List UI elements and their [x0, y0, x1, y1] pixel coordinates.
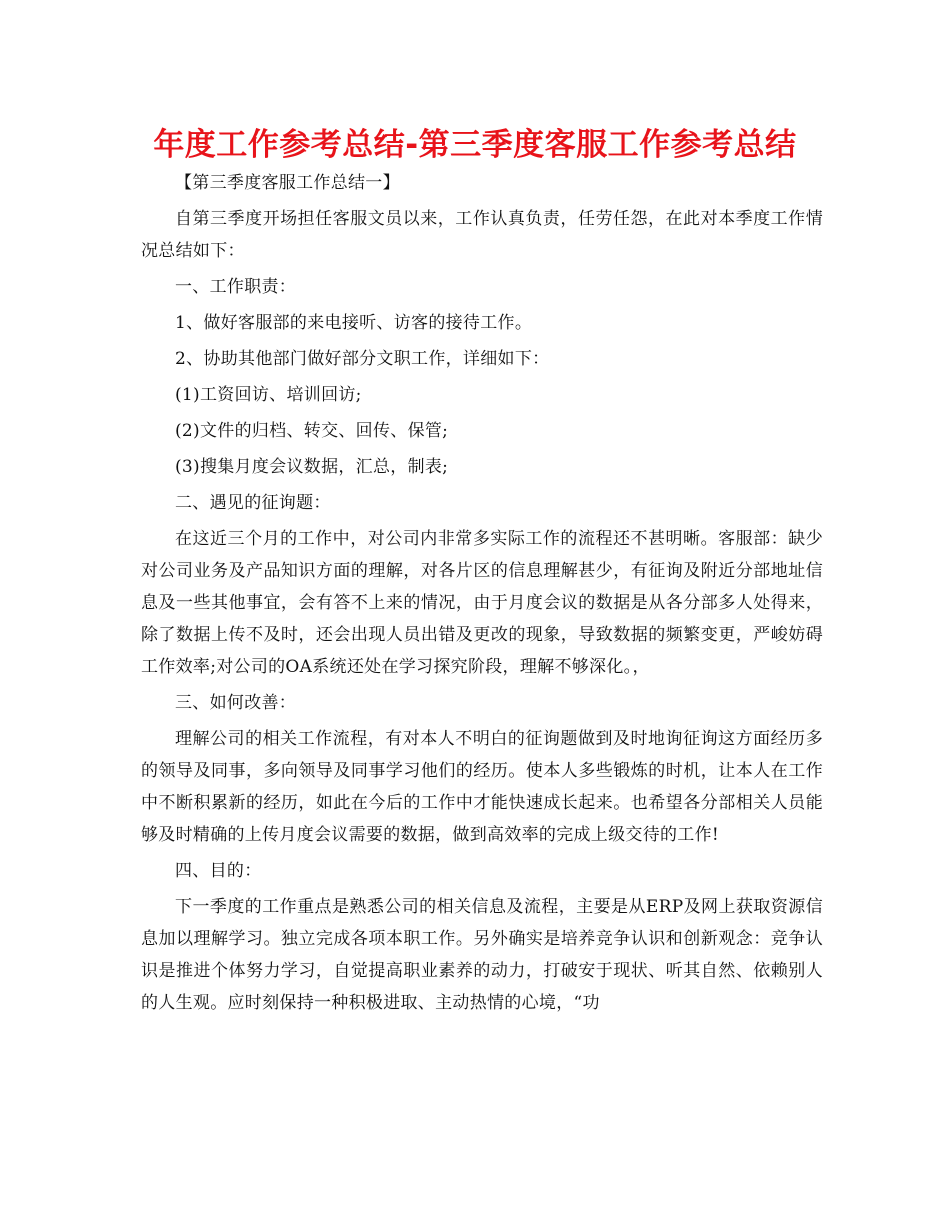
- paragraph: 三、如何改善：: [175, 693, 297, 713]
- paragraph: 2、协助其他部门做好部分文职工作，详细如下：: [175, 349, 550, 369]
- paragraph: (1)工资回访、培训回访;: [175, 385, 362, 405]
- document-title: 年度工作参考总结-第三季度客服工作参考总结: [153, 127, 797, 163]
- paragraph: 一、工作职责：: [175, 277, 297, 297]
- document-body: [141, 167, 823, 1019]
- paragraph: 四、目的：: [175, 861, 262, 881]
- paragraph: 下一季度的工作重点是熟悉公司的相关信息及流程，主要是从ERP及网上获取资源信息加以理解学习。独立完成各项本职工作。另外确实是培养竞争认识和创新观念：竞争认识是推进个体努力学习，自觉提高职业素养的动力，打破安于现状、听其自然、依赖别人的人生观。应时刻保持一种积极进取、主动热情的心境，“功: [141, 897, 823, 1013]
- paragraph: 1、做好客服部的来电接听、访客的接待工作。: [175, 313, 533, 333]
- paragraph: (2)文件的归档、转交、回传、保管;: [175, 421, 449, 441]
- paragraph: (3)搜集月度会议数据，汇总，制表;: [175, 457, 449, 477]
- paragraph: 二、遇见的征询题：: [175, 493, 331, 513]
- paragraph: 【第三季度客服工作总结一】: [175, 173, 400, 193]
- paragraph: 自第三季度开场担任客服文员以来，工作认真负责，任劳任怨，在此对本季度工作情况总结如下：: [141, 209, 823, 261]
- paragraph: 在这近三个月的工作中，对公司内非常多实际工作的流程还不甚明晰。客服部：缺少对公司业务及产品知识方面的理解，对各片区的信息理解甚少，有征询及附近分部地址信息及一些其他事宜，会有答不上来的情况，由于月度会议的数据是从各分部多人处得来，除了数据上传不及时，还会出现人员出错及更改的现象，导致数据的频繁变更，严峻妨碍工作效率;对公司的OA系统还处在学习探究阶段，理解不够深化。，: [141, 529, 823, 677]
- paragraph: 理解公司的相关工作流程，有对本人不明白的征询题做到及时地询征询这方面经历多的领导及同事，多向领导及同事学习他们的经历。使本人多些锻炼的时机，让本人在工作中不断积累新的经历，如此在今后的工作中才能快速成长起来。也希望各分部相关人员能够及时精确的上传月度会议需要的数据，做到高效率的完成上级交待的工作!: [141, 729, 823, 845]
